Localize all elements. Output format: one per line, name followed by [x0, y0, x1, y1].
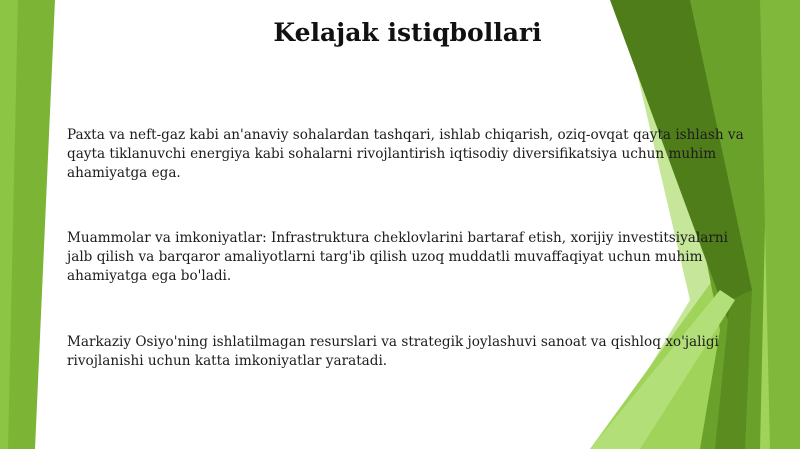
slide-title: Kelajak istiqbollari [273, 18, 542, 47]
paragraph-central-asia-resources: Markaziy Osiyo'ning ishlatilmagan resurslari va strategik joylashuvi sanoat va qishloq xo'jaligi rivojlanishi uchun katta imkoniyatlar yaratadi. [67, 334, 719, 369]
paragraph-economic-diversification: Paxta va neft-gaz kabi an'anaviy sohalardan tashqari, ishlab chiqarish, oziq-ovqat qayta ishlash va qayta tiklanuvchi energiya kabi sohalarni rivojlantirish iqtisodiy diversifikatsiya uchun muhim ahamiyatga ega. [67, 127, 744, 181]
paragraph-challenges-opportunities: Muammolar va imkoniyatlar: Infrastruktura cheklovlarini bartaraf etish, xorijiy investitsiyalarni jalb qilish va barqaror amaliyotlarni targ'ib qilish uzoq muddatli muvaffaqiyat uchun muhim ahamiyatga ega bo'ladi. [67, 230, 728, 284]
